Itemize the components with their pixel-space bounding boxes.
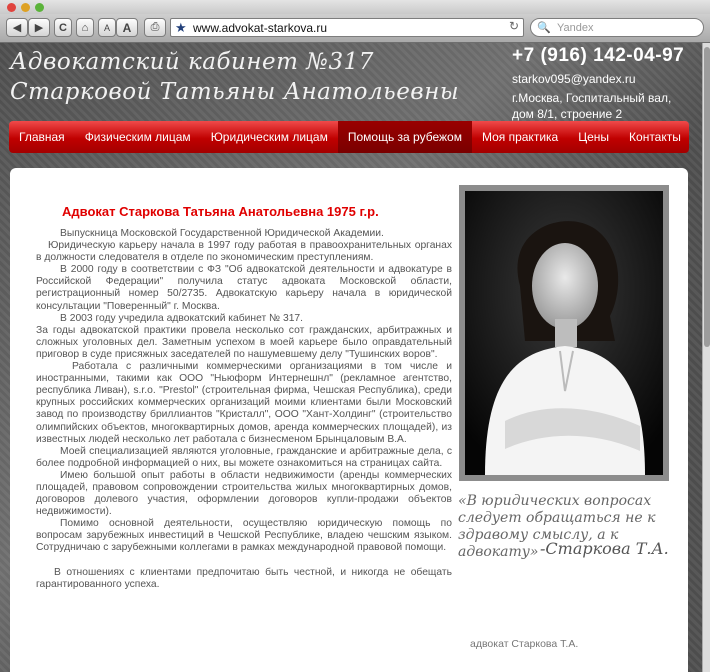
contact-info [512, 71, 671, 122]
search-field[interactable] [530, 18, 704, 37]
bio-paragraph: В отношениях с клиентами предпочитаю быть честной, и никогда не обещать гарантированного успеха. [36, 566, 452, 590]
page-heading: Адвокат Старкова Татьяна Анатольевна 1975 г.р. [62, 204, 379, 219]
home-icon: ⌂ [81, 21, 89, 34]
forward-button[interactable] [28, 18, 50, 37]
text-smaller-button[interactable] [98, 18, 116, 37]
address-line2: дом 8/1, строение 2 [512, 107, 623, 121]
site-title-line2: Старковой Татьяны Анатольевны [10, 79, 460, 105]
reload-arrow-icon[interactable]: ↻ [508, 19, 519, 33]
main-nav [9, 121, 689, 153]
print-icon: ⎙ [150, 21, 160, 33]
minimize-window-button[interactable] [21, 3, 30, 12]
quote-signature: -Старкова Т.А. [540, 539, 669, 558]
scrollbar-thumb[interactable] [704, 47, 710, 347]
forward-arrow-icon: ▶ [34, 22, 44, 34]
bio-paragraph: Моей специализацией являются уголовные, гражданские и арбитражные дела, с более подробной информацией о них, вы можете ознакомиться на страницах сайта. [36, 445, 452, 469]
address-line1: г.Москва, Госпитальный вал, [512, 91, 672, 105]
nav-item-legal-entities[interactable]: Юридическим лицам [210, 130, 328, 144]
portrait-illustration [465, 191, 663, 475]
zoom-window-button[interactable] [35, 3, 44, 12]
back-arrow-icon: ◀ [12, 22, 22, 34]
site-title [10, 47, 459, 107]
quote-text: «В юридических вопросах следует обращаться не к здравому смыслу, а к адвокату» [458, 493, 656, 560]
reload-button[interactable] [54, 18, 72, 37]
browser-toolbar [0, 14, 710, 43]
bio-paragraph: Работала с различными коммерческими организациями в том числе и иностранными, такими как ООО "Ньюформ Интернешнл" (рекламное агентство, республика Ливан), s.r.o. "Prestol" (строительная фирма, Чешская Республика), среди крупных российских коммерческих организаций моими клиентами были Московский завод по производству бриллиантов "Кристалл", ООО "Хант-Холдинг" (строительство олимпийских объектов, многоквартирных домов, аренда коммерческих площадей), из известных людей несколько лет работала с бизнесменом Брынцаловым В.А. [36, 361, 452, 445]
bookmark-star-icon[interactable]: ★ [175, 20, 187, 35]
home-button[interactable] [76, 18, 94, 37]
phone-number: +7 (916) 142-04-97 [512, 45, 685, 66]
nav-item-practice[interactable]: Моя практика [481, 130, 559, 144]
nav-item-prices[interactable]: Цены [578, 130, 610, 144]
close-window-button[interactable] [7, 3, 16, 12]
bio-paragraph: В 2000 году в соответствии с ФЗ "Об адвокатской деятельности и адвокатуре в Российской Федерации" получила статус адвоката Московской области, регистрационный номер 50/2735. Адвокатскую карьеру начала в юридической консультации "Поверенный" г. Москва. [36, 264, 452, 312]
print-button[interactable] [144, 18, 166, 37]
text-small-icon: A [103, 22, 110, 33]
address-url: www.advokat-starkova.ru [193, 21, 328, 35]
nav-item-individuals[interactable]: Физическим лицам [84, 130, 191, 144]
text-large-icon: A [122, 20, 132, 35]
nav-item-abroad-help[interactable]: Помощь за рубежом [338, 121, 472, 153]
address-bar[interactable] [170, 18, 524, 37]
portrait-photo [465, 191, 663, 475]
bio-paragraph: В 2003 году учредила адвокатский кабинет № 317. [60, 312, 304, 324]
bio-paragraph: Юридическую карьеру начала в 1997 году работая в правоохранительных органах в должности следователя в отделе по экономическим преступлениям. [36, 240, 452, 264]
web-page [0, 43, 702, 672]
window-controls [7, 3, 44, 12]
nav-item-home[interactable]: Главная [19, 130, 65, 144]
bio-paragraph: Имею большой опыт работы в области недвижимости (аренды коммерческих площадей, правовом сопровождении строительства жилых многоквартирных домов, договоров долевого участия, оформлении договоров купли-продажи объектов недвижимости). [36, 469, 452, 518]
content-panel [10, 168, 688, 672]
search-icon: 🔍 [537, 22, 551, 34]
window-titlebar [0, 0, 710, 14]
footer-signature: адвокат Старкова Т.А. [470, 638, 579, 650]
nav-item-contacts[interactable]: Контакты [629, 130, 681, 144]
back-button[interactable] [6, 18, 28, 37]
page-scrollbar[interactable] [702, 43, 710, 672]
text-larger-button[interactable] [116, 18, 138, 37]
search-placeholder: Yandex [557, 22, 594, 34]
bio-paragraph: За годы адвокатской практики провела несколько сот гражданских, арбитражных и сложных уголовных дел. Заметным успехом в моей карьере было оправдательный приговор в суде присяжных заседателей по нашумевшему делу "Тушинских воров". [36, 324, 452, 360]
site-title-line1: Адвокатский кабинет №317 [10, 49, 374, 75]
reload-icon: C [59, 21, 67, 34]
bio-paragraph: Помимо основной деятельности, осуществляю юридическую помощь по вопросам зарубежных инвестиций в Чешской Республике, владею чешским языком. Сотрудничаю с зарубежными коллегами в рамках международной правовой помощи. [36, 518, 452, 554]
portrait-frame [459, 185, 669, 481]
biography-text [36, 228, 452, 591]
bio-paragraph: Выпускница Московской Государственной Юридической Академии. [60, 228, 384, 239]
email-link[interactable]: starkov095@yandex.ru [512, 72, 636, 86]
